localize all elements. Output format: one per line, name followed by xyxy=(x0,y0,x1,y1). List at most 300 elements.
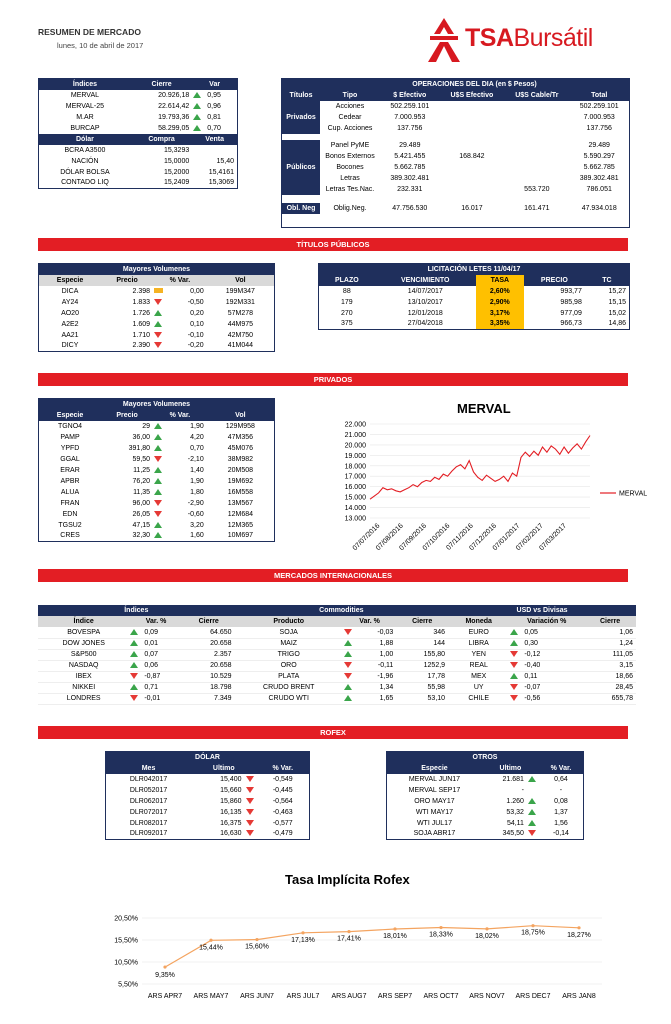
op-tipo: Cup. Acciones xyxy=(327,125,373,132)
vencimiento: 27/04/2018 xyxy=(407,320,443,328)
arrow-up-icon xyxy=(153,522,163,529)
ultimo: 345,50 xyxy=(502,830,524,838)
var: -0,14 xyxy=(552,830,569,838)
especie: GGAL xyxy=(60,455,80,463)
var: 1,90 xyxy=(190,422,204,430)
table-row xyxy=(282,162,629,173)
precio: 1.833 xyxy=(132,298,151,306)
var: 0,20 xyxy=(190,309,204,317)
group-commodities: Commodities xyxy=(235,605,448,616)
arrow-down-icon xyxy=(153,500,163,507)
table-row xyxy=(39,112,238,123)
arrow-up-icon xyxy=(192,92,202,99)
op-cable xyxy=(504,140,569,151)
especie: SOJA ABR17 xyxy=(413,830,456,838)
tsa-logo-icon xyxy=(424,14,464,66)
table-row xyxy=(319,319,630,330)
precio: 36,00 xyxy=(132,433,151,441)
var: 1,34 xyxy=(379,684,394,691)
band-rofex: ROFEX xyxy=(38,726,628,739)
spacer xyxy=(282,195,629,203)
var: -1,96 xyxy=(377,673,394,680)
col-precio: Precio xyxy=(101,410,153,421)
table-row xyxy=(387,774,584,785)
var: 0,70 xyxy=(190,444,204,452)
icon-cell xyxy=(129,682,141,693)
op-tipo: Panel PyME xyxy=(330,142,370,149)
table-row xyxy=(106,818,310,829)
table-row xyxy=(282,184,629,195)
producto: SOJA xyxy=(279,628,298,636)
moneda: EURO xyxy=(468,628,489,636)
icon-cell xyxy=(129,627,141,638)
op-total: 5.590.297 xyxy=(583,153,615,160)
plazo: 179 xyxy=(340,298,353,306)
var: 0,71 xyxy=(144,684,158,691)
arrow-up-icon xyxy=(509,640,519,647)
producto: ORO xyxy=(280,662,297,669)
col-total: Total xyxy=(569,90,629,101)
var: -0,50 xyxy=(187,298,204,306)
col-cierre1: Cierre xyxy=(183,616,235,627)
data-label: 18,02% xyxy=(475,932,499,940)
op-efectivo: 5.421.455 xyxy=(394,153,426,160)
x-tick-label: ARS APR7 xyxy=(147,993,183,1000)
precio: 2.398 xyxy=(132,287,151,295)
oblneg-label: Obl. Neg xyxy=(282,203,320,214)
arrow-up-icon xyxy=(153,532,163,539)
producto: MAIZ xyxy=(280,640,298,647)
tc: 15,02 xyxy=(608,309,626,317)
oblneg-ef: 47.756.530 xyxy=(392,205,428,212)
x-tick-label: ARS JUN7 xyxy=(240,993,274,1000)
precio: 96,00 xyxy=(132,499,151,507)
moneda: MEX xyxy=(471,673,487,680)
plazo: 375 xyxy=(340,320,353,328)
table-row xyxy=(282,112,629,123)
col-tasa: TASA xyxy=(476,275,524,286)
table-row xyxy=(39,308,275,319)
table-row xyxy=(38,693,636,704)
data-point xyxy=(393,927,396,930)
indice: S&P500 xyxy=(70,651,97,658)
table-row xyxy=(106,829,310,840)
table-row xyxy=(39,341,275,352)
dolar-name: BCRA A3500 xyxy=(64,146,106,154)
precio: 391,80 xyxy=(128,444,151,452)
ultimo: 1.260 xyxy=(506,797,524,805)
table-row xyxy=(282,151,629,162)
oblneg-total: 47.934.018 xyxy=(581,205,617,212)
arrow-up-icon xyxy=(343,651,353,658)
icon-cell xyxy=(245,774,257,785)
tasa-series-line xyxy=(165,926,579,967)
dolar-name: DÓLAR BOLSA xyxy=(60,168,110,176)
arrow-down-icon xyxy=(153,342,163,349)
op-efectivo: 29.489 xyxy=(399,142,421,149)
cierre: 7.349 xyxy=(214,695,232,702)
brand-bursatil: Bursátil xyxy=(513,24,593,52)
arrow-up-icon xyxy=(129,629,139,636)
data-label: 17,41% xyxy=(337,935,361,943)
icon-cell xyxy=(509,649,521,660)
moneda: LIBRA xyxy=(468,640,489,647)
table-row xyxy=(39,520,275,531)
mes: DLR052017 xyxy=(129,786,168,794)
especie: MERVAL JUN17 xyxy=(408,775,461,783)
var: 1,88 xyxy=(379,640,394,647)
var: -0,10 xyxy=(187,331,204,339)
cierre: 1,24 xyxy=(619,640,633,647)
data-point xyxy=(209,939,212,942)
volumen: 10M697 xyxy=(227,532,254,540)
precio: 985,98 xyxy=(560,298,582,306)
icon-cell xyxy=(509,638,521,649)
table-row xyxy=(387,818,584,829)
icon-cell xyxy=(527,818,539,829)
dolar-name: CONTADO LIQ xyxy=(61,179,109,187)
op-usd xyxy=(440,162,505,173)
icon-cell xyxy=(153,443,165,454)
data-point xyxy=(485,927,488,930)
especie: FRAN xyxy=(60,499,80,507)
arrow-down-icon xyxy=(245,809,255,816)
indice: NASDAQ xyxy=(68,662,99,669)
icon-cell xyxy=(245,818,257,829)
icon-cell xyxy=(153,421,165,432)
arrow-up-icon xyxy=(153,467,163,474)
cierre: 18,66 xyxy=(615,673,633,680)
op-usd xyxy=(440,173,505,184)
arrow-up-icon xyxy=(343,684,353,691)
icon-cell xyxy=(343,693,355,704)
var: -0,40 xyxy=(524,662,541,669)
table-row xyxy=(319,297,630,308)
arrow-down-icon xyxy=(245,798,255,805)
especie: DICY xyxy=(61,342,79,350)
table-row xyxy=(38,671,636,682)
merval-chart xyxy=(318,416,648,566)
icon-cell xyxy=(527,829,539,840)
licitacion-title: LICITACIÓN LETES 11/04/17 xyxy=(319,264,630,275)
icon-cell xyxy=(509,671,521,682)
internacional-table xyxy=(38,605,636,705)
table-row xyxy=(39,123,238,134)
op-efectivo: 5.662.785 xyxy=(394,164,426,171)
col-especie: Especie xyxy=(387,763,482,774)
cierre: 1,06 xyxy=(619,628,633,636)
especie: ALUA xyxy=(60,488,80,496)
table-row xyxy=(106,807,310,818)
table-row xyxy=(39,454,275,465)
icon-cell xyxy=(153,330,165,341)
oblneg-cable: 161.471 xyxy=(524,205,550,212)
table-row xyxy=(387,829,584,840)
volumen: 199M347 xyxy=(225,287,255,295)
var: 1,00 xyxy=(379,651,394,658)
volumen: 16M558 xyxy=(227,488,254,496)
volumen: 57M278 xyxy=(227,309,253,317)
vencimiento: 14/07/2017 xyxy=(407,287,443,295)
y-tick-label: 14.000 xyxy=(344,505,366,513)
data-label: 18,27% xyxy=(567,931,591,939)
icon-cell xyxy=(509,627,521,638)
var: -0,11 xyxy=(377,662,394,669)
brand-tsa: TSA xyxy=(465,24,514,52)
var: -0,01 xyxy=(144,695,161,702)
precio: 966,73 xyxy=(560,320,582,328)
dolar-compra: 15,2409 xyxy=(163,179,190,187)
op-efectivo: 389.302.481 xyxy=(390,175,430,182)
publicos-volumes-table xyxy=(38,263,275,352)
var: 1,37 xyxy=(554,808,568,816)
cierre: 18.798 xyxy=(210,684,232,691)
data-point xyxy=(347,930,350,933)
col-cierre3: Cierre xyxy=(584,616,636,627)
icon-cell xyxy=(343,671,355,682)
especie: APBR xyxy=(60,477,80,485)
arrow-up-icon xyxy=(153,445,163,452)
especie: DICA xyxy=(61,287,79,295)
arrow-up-icon xyxy=(129,684,139,691)
y-tick-label: 15,50% xyxy=(114,937,138,945)
table-row xyxy=(387,785,584,796)
mes: DLR072017 xyxy=(129,808,168,816)
data-label: 17,13% xyxy=(291,936,315,944)
op-usd xyxy=(440,140,505,151)
col-precio: PRECIO xyxy=(524,275,585,286)
var: -0,577 xyxy=(272,819,293,827)
precio: 2.390 xyxy=(132,342,151,350)
table-row xyxy=(39,286,275,297)
table-row xyxy=(106,785,310,796)
op-cable xyxy=(504,173,569,184)
privados-vol-title: Mayores Volumenes xyxy=(39,399,275,410)
indice: DOW JONES xyxy=(62,640,105,647)
indice-cierre: 19.793,36 xyxy=(158,113,190,121)
volumen: 41M044 xyxy=(227,342,253,350)
icon-cell xyxy=(192,112,204,123)
y-tick-label: 20.000 xyxy=(344,442,366,450)
arrow-down-icon xyxy=(153,332,163,339)
volumen: 13M567 xyxy=(227,499,254,507)
icon-cell xyxy=(153,319,165,330)
indice-cierre: 22.614,42 xyxy=(158,102,190,110)
y-tick-label: 19.000 xyxy=(344,452,366,460)
ultimo: 16,630 xyxy=(220,830,242,838)
indice-var: 0,96 xyxy=(207,102,221,110)
mes: DLR092017 xyxy=(129,830,168,838)
var: -0,87 xyxy=(144,673,161,680)
x-tick-label: ARS SEP7 xyxy=(377,993,413,1000)
arrow-up-icon xyxy=(153,434,163,441)
volumen: 12M365 xyxy=(227,521,254,529)
var: 0,01 xyxy=(144,640,158,647)
arrow-down-icon xyxy=(245,830,255,837)
indice-name: M.AR xyxy=(76,113,94,121)
x-tick-label: 07/10/2016 xyxy=(421,522,452,553)
dolar-venta xyxy=(192,145,237,156)
volumen: 44M975 xyxy=(227,320,253,328)
col-indices: Índices xyxy=(39,79,131,90)
ultimo: 15,660 xyxy=(220,786,242,794)
volumen: 47M356 xyxy=(227,433,254,441)
col-cierre: Cierre xyxy=(131,79,192,90)
especie: TGSU2 xyxy=(58,521,82,529)
cierre: 64.650 xyxy=(210,628,232,636)
icon-cell xyxy=(343,638,355,649)
var: -0,07 xyxy=(524,684,541,691)
cierre: 20.658 xyxy=(210,640,232,647)
data-point xyxy=(255,938,258,941)
icon-cell xyxy=(153,498,165,509)
col-tc: TC xyxy=(585,275,630,286)
x-tick-label: ARS DEC7 xyxy=(515,993,551,1000)
arrow-up-icon xyxy=(192,103,202,110)
op-total: 29.489 xyxy=(588,142,610,149)
icon-cell xyxy=(153,531,165,542)
precio: 59,50 xyxy=(132,455,151,463)
op-cable xyxy=(504,162,569,173)
especie: CRES xyxy=(60,532,80,540)
icon-cell xyxy=(192,90,204,101)
var: -0,03 xyxy=(377,628,394,636)
op-tipo: Bonos Externos xyxy=(325,153,375,160)
arrow-up-icon xyxy=(343,640,353,647)
especie: TGNO4 xyxy=(57,422,83,430)
icon-cell xyxy=(192,101,204,112)
col-precio: Precio xyxy=(101,275,153,286)
var: -0,549 xyxy=(272,775,293,783)
precio: 47,15 xyxy=(132,521,151,529)
table-row xyxy=(38,627,636,638)
arrow-up-icon xyxy=(527,776,537,783)
ultimo: 54,11 xyxy=(506,819,524,827)
table-row xyxy=(282,173,629,184)
privados-label: Privados xyxy=(282,101,320,134)
indice: BOVESPA xyxy=(67,628,101,636)
dolar-compra: 15,3293 xyxy=(163,146,190,154)
especie: WTI JUL17 xyxy=(416,819,452,827)
indice-var: 0,81 xyxy=(207,113,221,121)
col-var3: Variación % xyxy=(509,616,584,627)
volumen: 192M331 xyxy=(225,298,255,306)
rofex-otros-table xyxy=(386,751,584,840)
col-moneda: Moneda xyxy=(448,616,509,627)
arrow-up-icon xyxy=(192,125,202,132)
indice-var: 0,70 xyxy=(207,124,221,132)
table-row xyxy=(39,487,275,498)
rofex-dolar-title: DÓLAR xyxy=(106,752,310,763)
icon-cell xyxy=(153,432,165,443)
data-point xyxy=(301,931,304,934)
op-cable: 553.720 xyxy=(524,186,550,193)
arrow-down-icon xyxy=(527,830,537,837)
especie: A2E2 xyxy=(61,320,79,328)
icon-cell xyxy=(527,774,539,785)
x-tick-label: ARS JAN8 xyxy=(562,993,596,1000)
y-tick-label: 10,50% xyxy=(114,959,138,967)
var: 0,30 xyxy=(524,640,538,647)
arrow-up-icon xyxy=(129,651,139,658)
data-point xyxy=(163,965,166,968)
var: 0,10 xyxy=(190,320,204,328)
var: 0,05 xyxy=(524,628,538,636)
table-row xyxy=(39,476,275,487)
op-usd xyxy=(440,101,505,112)
arrow-up-icon xyxy=(153,478,163,485)
cierre: 346 xyxy=(433,628,446,636)
y-tick-label: 16.000 xyxy=(344,484,366,492)
op-cable xyxy=(504,123,569,134)
arrow-up-icon xyxy=(129,640,139,647)
tc: 15,15 xyxy=(608,298,626,306)
icon-cell xyxy=(129,649,141,660)
col-mes: Mes xyxy=(106,763,192,774)
icon-cell xyxy=(153,520,165,531)
indice-var: 0,95 xyxy=(207,91,221,99)
table-row xyxy=(39,167,238,178)
icon-cell xyxy=(153,286,165,297)
operaciones-title: OPERACIONES DEL DIA (en $ Pesos) xyxy=(320,79,629,90)
table-row xyxy=(38,682,636,693)
col-compra: Compra xyxy=(131,134,192,145)
moneda: CHILE xyxy=(468,695,489,702)
x-tick-label: ARS MAY7 xyxy=(193,993,229,1000)
var: 1,80 xyxy=(190,488,204,496)
data-label: 9,35% xyxy=(155,972,175,980)
cierre: 655,78 xyxy=(611,695,633,702)
table-row xyxy=(39,101,238,112)
merval-chart-title: MERVAL xyxy=(457,401,511,416)
mes: DLR042017 xyxy=(129,775,168,783)
col-var: % Var. xyxy=(539,763,584,774)
group-usd: USD vs Divisas xyxy=(448,605,636,616)
arrow-down-icon xyxy=(153,511,163,518)
icon-cell xyxy=(129,693,141,704)
arrow-up-icon xyxy=(153,489,163,496)
op-efectivo: 502.259.101 xyxy=(390,103,430,110)
arrow-up-icon xyxy=(527,820,537,827)
volumen: 38M982 xyxy=(227,455,254,463)
cierre: 10.529 xyxy=(210,673,232,680)
mes: DLR062017 xyxy=(129,797,168,805)
volumen: 129M958 xyxy=(225,422,255,430)
table-row xyxy=(39,156,238,167)
publicos-label: Públicos xyxy=(282,140,320,195)
var: -0,445 xyxy=(272,786,293,794)
icon-cell xyxy=(153,341,165,352)
volumen: 12M684 xyxy=(227,510,254,518)
table-row xyxy=(39,145,238,156)
arrow-down-icon xyxy=(129,695,139,702)
precio: 11,35 xyxy=(133,488,151,496)
precio: 977,09 xyxy=(560,309,582,317)
rofex-otros-title: OTROS xyxy=(387,752,584,763)
y-tick-label: 18.000 xyxy=(344,463,366,471)
producto: TRIGO xyxy=(277,651,300,658)
especie: AO20 xyxy=(61,309,79,317)
precio: 29 xyxy=(142,422,151,430)
table-row xyxy=(106,774,310,785)
op-usd xyxy=(440,123,505,134)
col-especie: Especie xyxy=(39,410,102,421)
table-row xyxy=(39,509,275,520)
x-tick-label: 07/07/2016 xyxy=(351,522,382,553)
col-efectivo: $ Efectivo xyxy=(380,90,440,101)
col-venta: Venta xyxy=(192,134,237,145)
arrow-right-icon xyxy=(153,288,163,295)
